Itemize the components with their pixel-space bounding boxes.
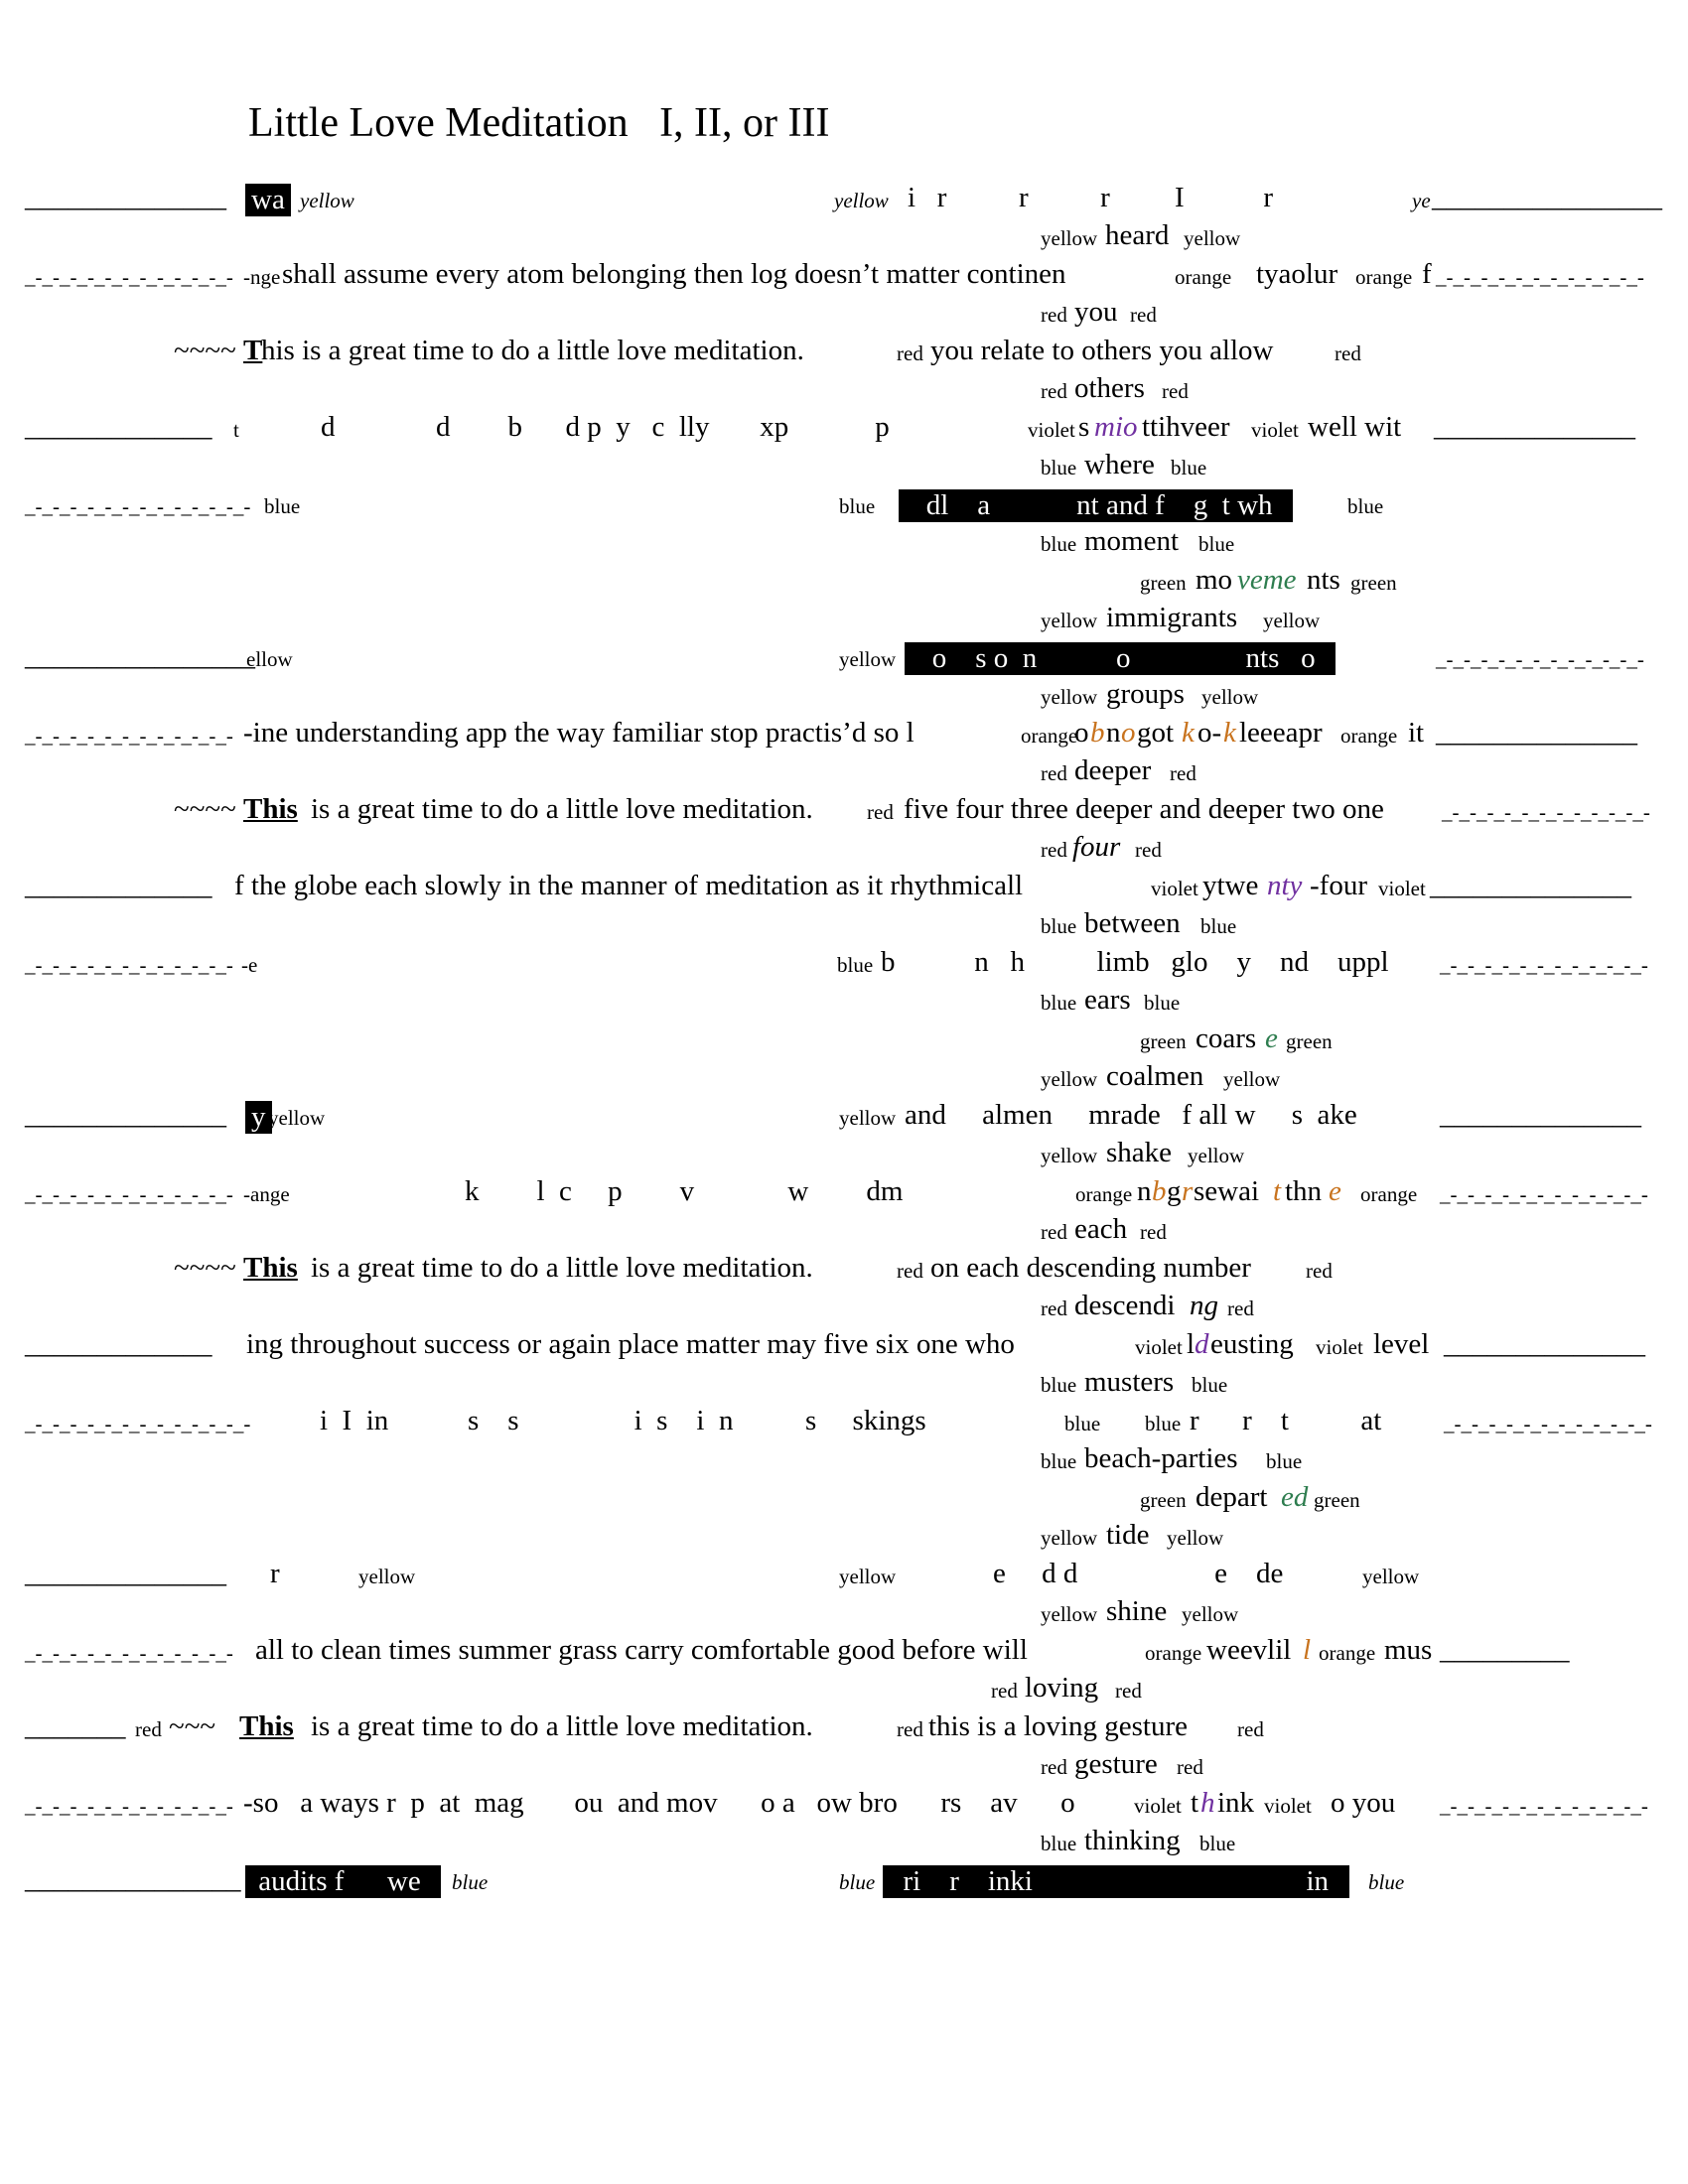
- line-segment: ~~~~: [174, 335, 236, 366]
- poem-line-l22: [0, 984, 1688, 1024]
- line-segment: This: [243, 793, 298, 825]
- line-segment: s: [1078, 411, 1090, 443]
- line-segment: blue: [452, 1870, 489, 1894]
- line-segment: yellow: [1041, 1067, 1098, 1091]
- line-segment: shall assume every atom belonging then log doesn’t matter continen: [282, 258, 1066, 290]
- line-segment: descendi: [1074, 1290, 1176, 1321]
- line-segment: h: [1200, 1787, 1215, 1819]
- line-segment: _-_-_-_-_-_-_-_-_-_-_-_-: [1436, 265, 1644, 289]
- poem-line-l09: [0, 487, 1688, 527]
- poem-line-l05: [0, 335, 1688, 374]
- line-segment: _-_-_-_-_-_-_-_-_-_-_-_-: [1440, 1794, 1648, 1818]
- line-segment: _______: [25, 1710, 126, 1742]
- line-segment: red: [1041, 303, 1067, 327]
- line-segment: red: [1335, 341, 1361, 365]
- line-segment: violet: [1264, 1794, 1312, 1818]
- line-segment: well wit: [1308, 411, 1402, 443]
- line-segment: sewai: [1194, 1175, 1260, 1207]
- line-segment: ri r inki in: [883, 1865, 1349, 1898]
- line-segment: _-_-_-_-_-_-_-_-_-_-_-_-: [25, 1794, 233, 1818]
- poem-line-l06: [0, 372, 1688, 412]
- line-segment: shake: [1106, 1137, 1173, 1168]
- line-segment: g: [1167, 1175, 1182, 1207]
- poem-line-l37: [0, 1558, 1688, 1597]
- poem-line-l30: [0, 1290, 1688, 1329]
- line-segment: orange: [1355, 265, 1413, 289]
- line-segment: his is a great time to do a little love meditation.: [261, 335, 804, 366]
- line-segment: _________: [1440, 1634, 1570, 1666]
- line-segment: _-_-_-_-_-_-_-_-_-_-_-_-: [25, 953, 233, 977]
- line-segment: r: [270, 1558, 280, 1589]
- line-segment: red: [1306, 1259, 1333, 1283]
- line-segment: blue: [1041, 456, 1077, 479]
- line-segment: ________________: [25, 640, 255, 672]
- line-segment: blue: [1198, 532, 1235, 556]
- poem-line-l32: [0, 1366, 1688, 1406]
- poem-line-l41: [0, 1710, 1688, 1750]
- line-segment: violet: [1251, 418, 1299, 442]
- line-segment: gesture: [1074, 1748, 1158, 1780]
- line-segment: _-_-_-_-_-_-_-_-_-_-_-_-_-: [25, 1412, 251, 1435]
- line-segment: blue: [1041, 532, 1077, 556]
- line-segment: blue: [1200, 914, 1237, 938]
- line-segment: blue: [1041, 1449, 1077, 1473]
- line-segment: -e: [241, 953, 258, 977]
- line-segment: f the globe each slowly in the manner of meditation as it rhythmicall: [234, 870, 1024, 901]
- poem-line-l28: [0, 1213, 1688, 1253]
- line-segment: red: [1140, 1220, 1167, 1244]
- line-segment: o-: [1197, 717, 1222, 749]
- page-title: Little Love Meditation I, II, or III: [248, 100, 830, 146]
- poem-line-l01: [0, 182, 1688, 221]
- line-segment: nts: [1307, 564, 1340, 596]
- line-segment: red: [897, 1717, 923, 1741]
- line-segment: yellow: [1041, 1144, 1098, 1167]
- poem-line-l19: [0, 870, 1688, 909]
- line-segment: level: [1373, 1328, 1430, 1360]
- line-segment: i r r r I r: [908, 182, 1274, 213]
- poem-line-l03: [0, 258, 1688, 298]
- poem-line-l36: [0, 1519, 1688, 1559]
- line-segment: all to clean times summer grass carry comfortable good before will: [255, 1634, 1028, 1666]
- poem-line-l39: [0, 1634, 1688, 1674]
- line-segment: _-_-_-_-_-_-_-_-_-_-_-_-: [1444, 1412, 1652, 1435]
- line-segment: and almen mrade f all w s ake: [905, 1099, 1357, 1131]
- line-segment: yellow: [1167, 1526, 1224, 1550]
- poem-line-l40: [0, 1672, 1688, 1711]
- line-segment: blue: [837, 953, 874, 977]
- line-segment: mo: [1196, 564, 1233, 596]
- line-segment: blue: [839, 494, 876, 518]
- line-segment: violet: [1378, 877, 1426, 900]
- line-segment: red: [1177, 1755, 1203, 1779]
- line-segment: yellow: [1041, 226, 1098, 250]
- line-segment: -ange: [243, 1182, 290, 1206]
- poem-line-l18: [0, 831, 1688, 871]
- line-segment: each: [1074, 1213, 1128, 1245]
- poem-line-l12: [0, 602, 1688, 641]
- line-segment: red: [135, 1717, 162, 1741]
- line-segment: o: [1074, 717, 1089, 749]
- line-segment: ye: [1412, 189, 1431, 212]
- line-segment: eusting: [1210, 1328, 1294, 1360]
- line-segment: yellow: [1041, 685, 1098, 709]
- line-segment: red: [1237, 1717, 1264, 1741]
- line-segment: ed: [1281, 1481, 1309, 1513]
- line-segment: k: [1182, 717, 1195, 749]
- line-segment: green: [1350, 571, 1397, 595]
- line-segment: yellow: [1041, 1602, 1098, 1626]
- line-segment: is a great time to do a little love meditation.: [311, 1252, 813, 1284]
- line-segment: this is a loving gesture: [928, 1710, 1188, 1742]
- line-segment: coars: [1196, 1023, 1257, 1054]
- line-segment: red: [1041, 1220, 1067, 1244]
- poem-line-l33: [0, 1405, 1688, 1444]
- line-segment: red: [1170, 761, 1196, 785]
- line-segment: on each descending number: [930, 1252, 1251, 1284]
- line-segment: b: [1090, 717, 1105, 749]
- line-segment: violet: [1135, 1335, 1183, 1359]
- poem-line-l13: [0, 640, 1688, 680]
- line-segment: ______________: [1434, 411, 1635, 443]
- poem-line-l29: [0, 1252, 1688, 1292]
- line-segment: _-_-_-_-_-_-_-_-_-_-_-_-: [25, 1641, 233, 1665]
- line-segment: This: [239, 1710, 294, 1742]
- line-segment: ~~~: [169, 1710, 216, 1742]
- line-segment: blue: [1199, 1832, 1236, 1855]
- line-segment: blue: [1368, 1870, 1405, 1894]
- line-segment: thinking: [1084, 1825, 1181, 1856]
- line-segment: -ine understanding app the way familiar stop practis’d so l: [243, 717, 914, 749]
- line-segment: leeeapr: [1239, 717, 1323, 749]
- line-segment: beach-parties: [1084, 1442, 1238, 1474]
- line-segment: four: [1072, 831, 1121, 863]
- line-segment: you: [1074, 296, 1118, 328]
- line-segment: _-_-_-_-_-_-_-_-_-_-_-_-: [25, 265, 233, 289]
- line-segment: deeper: [1074, 754, 1152, 786]
- line-segment: red: [1162, 379, 1189, 403]
- line-segment: y: [245, 1101, 272, 1134]
- poem-line-l44: [0, 1825, 1688, 1864]
- line-segment: t: [233, 418, 239, 442]
- line-segment: yellow: [1182, 1602, 1239, 1626]
- line-segment: r: [1182, 1175, 1194, 1207]
- line-segment: ______________: [1436, 717, 1637, 749]
- poem-line-l43: [0, 1787, 1688, 1827]
- line-segment: yellow: [1188, 1144, 1245, 1167]
- line-segment: yellow: [1201, 685, 1259, 709]
- line-segment: others: [1074, 372, 1145, 404]
- line-segment: blue: [1041, 1832, 1077, 1855]
- line-segment: _-_-_-_-_-_-_-_-_-_-_-_-: [25, 1182, 233, 1206]
- line-segment: yellow: [268, 1106, 326, 1130]
- poem-line-l26: [0, 1137, 1688, 1176]
- line-segment: e d d e de: [993, 1558, 1284, 1589]
- line-segment: yellow: [839, 1106, 897, 1130]
- line-segment: five four three deeper and deeper two one: [904, 793, 1384, 825]
- poem-line-l42: [0, 1748, 1688, 1788]
- line-segment: orange: [1021, 724, 1078, 748]
- line-segment: shine: [1106, 1595, 1168, 1627]
- line-segment: o s o n o nts o: [905, 642, 1336, 675]
- line-segment: ellow: [246, 647, 293, 671]
- poem-line-l08: [0, 449, 1688, 488]
- line-segment: weevlil: [1206, 1634, 1292, 1666]
- line-segment: audits f we: [245, 1865, 441, 1898]
- line-segment: got: [1137, 717, 1175, 749]
- line-segment: ______________: [1444, 1328, 1645, 1360]
- line-segment: red: [897, 1259, 923, 1283]
- line-segment: between: [1084, 907, 1181, 939]
- line-segment: l: [1187, 1328, 1196, 1360]
- poem-line-l38: [0, 1595, 1688, 1635]
- line-segment: blue: [1041, 914, 1077, 938]
- line-segment: red: [1041, 838, 1067, 862]
- line-segment: ______________: [1440, 1099, 1641, 1131]
- line-segment: mio: [1094, 411, 1138, 443]
- poem-line-l02: [0, 219, 1688, 259]
- line-segment: yellow: [358, 1565, 416, 1588]
- line-segment: e: [1329, 1175, 1341, 1207]
- line-segment: b n h limb glo y nd uppl: [881, 946, 1389, 978]
- line-segment: _-_-_-_-_-_-_-_-_-_-_-_-_-: [25, 494, 251, 518]
- line-segment: _______________: [25, 1863, 241, 1895]
- poem-line-l07: [0, 411, 1688, 451]
- line-segment: musters: [1084, 1366, 1175, 1398]
- line-segment: blue: [1347, 494, 1384, 518]
- line-segment: k l c p v w dm: [465, 1175, 904, 1207]
- line-segment: is a great time to do a little love meditation.: [311, 1710, 813, 1742]
- line-segment: ng: [1190, 1290, 1218, 1321]
- line-segment: d: [1195, 1328, 1209, 1360]
- line-segment: blue: [1145, 1412, 1182, 1435]
- line-segment: violet: [1151, 877, 1198, 900]
- line-segment: green: [1140, 1029, 1187, 1053]
- line-segment: yellow: [1041, 609, 1098, 632]
- line-segment: red: [1135, 838, 1162, 862]
- line-segment: red: [1130, 303, 1157, 327]
- poem-line-l27: [0, 1175, 1688, 1215]
- line-segment: _-_-_-_-_-_-_-_-_-_-_-_-: [25, 724, 233, 748]
- line-segment: green: [1140, 1488, 1187, 1512]
- line-segment: _____________: [25, 1328, 212, 1360]
- line-segment: red: [897, 341, 923, 365]
- poem-line-l25: [0, 1099, 1688, 1139]
- line-segment: n: [1137, 1175, 1152, 1207]
- line-segment: ears: [1084, 984, 1131, 1016]
- line-segment: -nge: [243, 265, 281, 289]
- line-segment: violet: [1134, 1794, 1182, 1818]
- line-segment: yellow: [839, 647, 897, 671]
- line-segment: yellow: [839, 1565, 897, 1588]
- line-segment: _____________: [25, 411, 212, 443]
- line-segment: red: [1041, 1755, 1067, 1779]
- line-segment: veme: [1237, 564, 1297, 596]
- poem-line-l20: [0, 907, 1688, 947]
- line-segment: ______________: [1430, 870, 1631, 901]
- line-segment: -so a ways r p at mag ou and mov o a ow bro rs av o: [243, 1787, 1075, 1819]
- line-segment: coalmen: [1106, 1060, 1204, 1092]
- line-segment: o you: [1331, 1787, 1396, 1819]
- line-segment: moment: [1084, 525, 1180, 557]
- line-segment: tyaolur: [1256, 258, 1338, 290]
- line-segment: _-_-_-_-_-_-_-_-_-_-_-_-: [1440, 953, 1648, 977]
- line-segment: blue: [264, 494, 301, 518]
- line-segment: _-_-_-_-_-_-_-_-_-_-_-_-: [1436, 647, 1644, 671]
- line-segment: This: [243, 1252, 298, 1284]
- line-segment: yellow: [1223, 1067, 1281, 1091]
- poem-line-l45: [0, 1863, 1688, 1903]
- line-segment: t: [1191, 1787, 1199, 1819]
- poem-line-l35: [0, 1481, 1688, 1521]
- line-segment: tide: [1106, 1519, 1150, 1551]
- line-segment: orange: [1340, 724, 1398, 748]
- line-segment: orange: [1360, 1182, 1418, 1206]
- line-segment: orange: [1319, 1641, 1376, 1665]
- line-segment: r r t at: [1190, 1405, 1382, 1436]
- line-segment: red: [867, 800, 894, 824]
- line-segment: red: [1227, 1297, 1254, 1320]
- line-segment: loving: [1025, 1672, 1099, 1704]
- line-segment: yellow: [834, 189, 889, 212]
- line-segment: orange: [1075, 1182, 1133, 1206]
- line-segment: you relate to others you allow: [930, 335, 1274, 366]
- line-segment: yellow: [1362, 1565, 1420, 1588]
- line-segment: violet: [1316, 1335, 1363, 1359]
- line-segment: orange: [1175, 265, 1232, 289]
- poem-line-l24: [0, 1060, 1688, 1100]
- line-segment: d d b d p y c lly xp p: [321, 411, 890, 443]
- line-segment: yellow: [1184, 226, 1241, 250]
- line-segment: blue: [1041, 991, 1077, 1015]
- line-segment: where: [1084, 449, 1155, 480]
- line-segment: _-_-_-_-_-_-_-_-_-_-_-_-: [1440, 1182, 1648, 1206]
- line-segment: k: [1223, 717, 1236, 749]
- line-segment: it: [1408, 717, 1425, 749]
- line-segment: _____________: [25, 870, 212, 901]
- line-segment: blue: [1171, 456, 1207, 479]
- line-segment: yellow: [300, 189, 354, 212]
- line-segment: blue: [1041, 1373, 1077, 1397]
- poem-line-l21: [0, 946, 1688, 986]
- line-segment: l: [1303, 1634, 1312, 1666]
- line-segment: green: [1140, 571, 1187, 595]
- line-segment: -four: [1310, 870, 1367, 901]
- line-segment: mus: [1384, 1634, 1433, 1666]
- line-segment: o: [1121, 717, 1136, 749]
- line-segment: orange: [1145, 1641, 1202, 1665]
- poem-line-l11: [0, 564, 1688, 604]
- poem-line-l34: [0, 1442, 1688, 1482]
- line-segment: b: [1152, 1175, 1167, 1207]
- line-segment: heard: [1105, 219, 1170, 251]
- line-segment: thn: [1285, 1175, 1323, 1207]
- line-segment: ~~~~: [174, 793, 236, 825]
- line-segment: red: [1041, 379, 1067, 403]
- line-segment: red: [1115, 1679, 1142, 1703]
- line-segment: e: [1265, 1023, 1278, 1054]
- line-segment: yellow: [1041, 1526, 1098, 1550]
- line-segment: ing throughout success or again place matter may five six one who: [246, 1328, 1015, 1360]
- line-segment: ~~~~: [174, 1252, 236, 1284]
- line-segment: ______________: [25, 182, 226, 213]
- line-segment: red: [1041, 1297, 1067, 1320]
- line-segment: n: [1106, 717, 1121, 749]
- line-segment: wa: [245, 184, 291, 216]
- poem-line-l31: [0, 1328, 1688, 1368]
- poem-line-l15: [0, 717, 1688, 756]
- line-segment: yellow: [1263, 609, 1321, 632]
- line-segment: green: [1314, 1488, 1360, 1512]
- line-segment: ink: [1217, 1787, 1255, 1819]
- line-segment: i I in s s i s i n s skings: [320, 1405, 926, 1436]
- line-segment: ________________: [1432, 182, 1662, 213]
- line-segment: ytwe: [1202, 870, 1259, 901]
- line-segment: groups: [1106, 678, 1185, 710]
- poem-line-l17: [0, 793, 1688, 833]
- line-segment: ______________: [25, 1099, 226, 1131]
- poem-line-l16: [0, 754, 1688, 794]
- line-segment: ttihveer: [1142, 411, 1230, 443]
- line-segment: blue: [839, 1870, 876, 1894]
- line-segment: f: [1422, 258, 1432, 290]
- line-segment: red: [991, 1679, 1018, 1703]
- line-segment: blue: [1064, 1412, 1101, 1435]
- line-segment: blue: [1192, 1373, 1228, 1397]
- line-segment: ______________: [25, 1558, 226, 1589]
- line-segment: nty: [1267, 870, 1303, 901]
- poem-line-l10: [0, 525, 1688, 565]
- line-segment: red: [1041, 761, 1067, 785]
- line-segment: T: [243, 335, 263, 366]
- line-segment: violet: [1028, 418, 1075, 442]
- line-segment: _-_-_-_-_-_-_-_-_-_-_-_-: [1442, 800, 1650, 824]
- line-segment: is a great time to do a little love meditation.: [311, 793, 813, 825]
- poem-line-l14: [0, 678, 1688, 718]
- poem-line-l04: [0, 296, 1688, 336]
- line-segment: dl a nt and f g t wh: [899, 489, 1293, 522]
- poem-line-l23: [0, 1023, 1688, 1062]
- line-segment: blue: [1266, 1449, 1303, 1473]
- line-segment: t: [1273, 1175, 1282, 1207]
- line-segment: depart: [1196, 1481, 1268, 1513]
- line-segment: immigrants: [1106, 602, 1238, 633]
- line-segment: blue: [1144, 991, 1181, 1015]
- line-segment: green: [1286, 1029, 1333, 1053]
